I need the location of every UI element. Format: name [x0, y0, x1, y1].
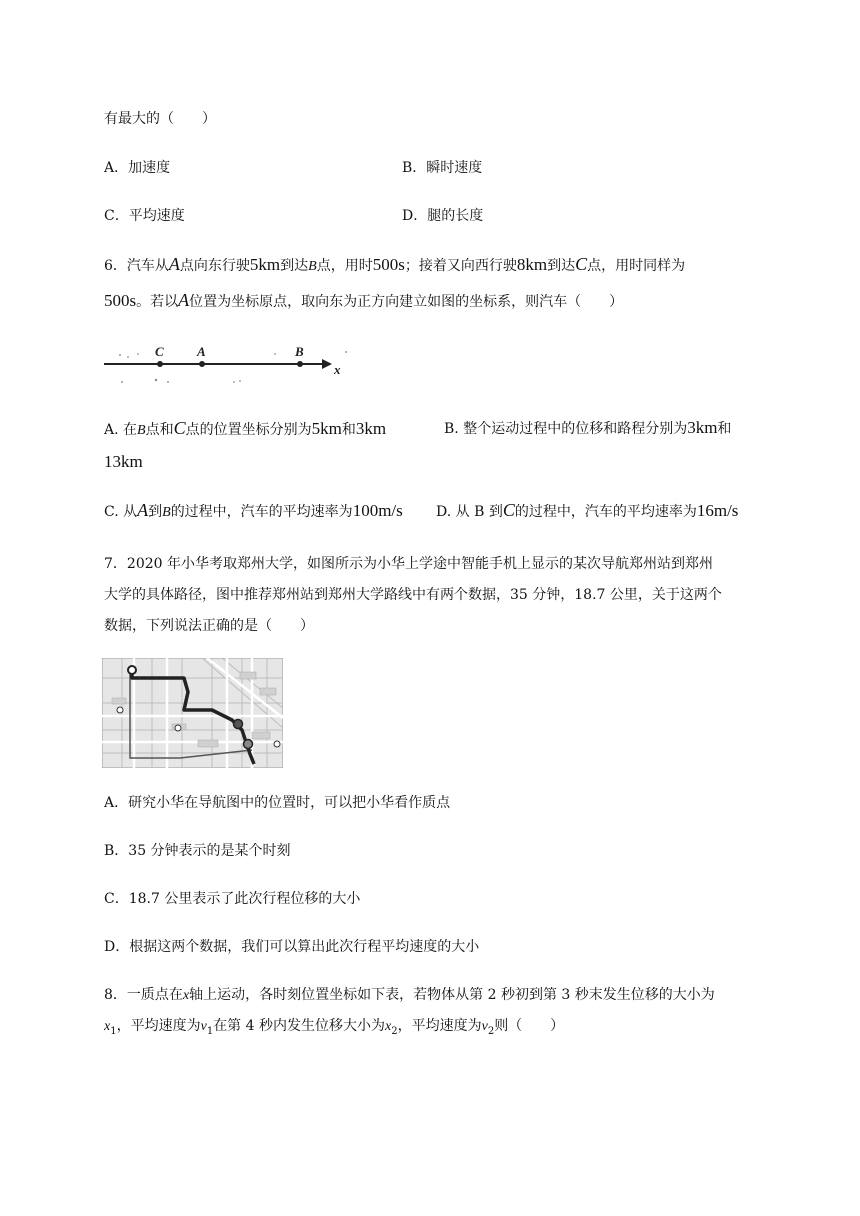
q7-stem-line3: 数据，下列说法正确的是（ ）	[104, 618, 314, 634]
q5-option-d: D．腿的长度	[402, 208, 484, 224]
q6-option-d: D. 从 B 到C的过程中，汽车的平均速率为16m/s	[436, 500, 739, 520]
q5-option-b: B．瞬时速度	[402, 160, 483, 176]
q5-stem-tail: 有最大的（ ）	[104, 111, 216, 127]
q7-option-b: B．35 分钟表示的是某个时刻	[104, 843, 291, 859]
q7-option-c: C．18.7 公里表示了此次行程位移的大小	[104, 891, 361, 907]
point-b	[297, 361, 303, 367]
q6-option-c: C. 从A到B的过程中，汽车的平均速率为100m/s	[104, 500, 403, 520]
x-axis-arrow	[322, 359, 332, 369]
q6-option-a: A. 在B点和C点的位置坐标分别为5km和3km	[104, 418, 387, 438]
q8-stem-line1: 8．一质点在x轴上运动，各时刻位置坐标如下表，若物体从第 2 秒初到第 3 秒末发生位移的大小为	[104, 987, 715, 1003]
end-marker	[244, 740, 253, 749]
q6-option-b: B. 整个运动过程中的位移和路程分别为3km和	[444, 418, 732, 437]
q5-option-c: C．平均速度	[104, 208, 185, 224]
q8-stem-line2: $x_1$，平均速度为$v_1$在第 4 秒内发生位移大小为$x_2$，平均速度为$v_2$则（ ）	[104, 1018, 565, 1037]
q7-stem-line2: 大学的具体路径，图中推荐郑州站到郑州大学路线中有两个数据，35 分钟，18.7 公里，关于这两个	[104, 587, 722, 603]
q6-stem-line2: 500s。若以A位置为坐标原点，取向东为正方向建立如图的坐标系，则汽车（ ）	[104, 290, 624, 310]
label-x: x	[334, 362, 341, 377]
q6-stem-line1: 6．汽车从A点向东行驶5km到达B点，用时500s；接着又向西行驶8km到达C点，用时同样为	[104, 254, 686, 274]
point-c	[157, 361, 163, 367]
q7-map-figure	[102, 658, 283, 768]
label-c: C	[155, 344, 164, 359]
q7-stem-line1: 7．2020 年小华考取郑州大学，如图所示为小华上学途中智能手机上显示的某次导航郑州站到郑州	[104, 556, 713, 572]
start-marker	[128, 666, 136, 674]
q6-option-b-cont: 13km	[104, 452, 143, 471]
q6-axis-figure	[100, 340, 360, 390]
q5-option-a: A．加速度	[104, 160, 171, 176]
q7-option-d: D．根据这两个数据，我们可以算出此次行程平均速度的大小	[104, 939, 480, 955]
label-a: A	[197, 344, 206, 359]
q7-option-a: A．研究小华在导航图中的位置时，可以把小华看作质点	[104, 795, 451, 811]
label-b: B	[295, 344, 304, 359]
point-a	[199, 361, 205, 367]
